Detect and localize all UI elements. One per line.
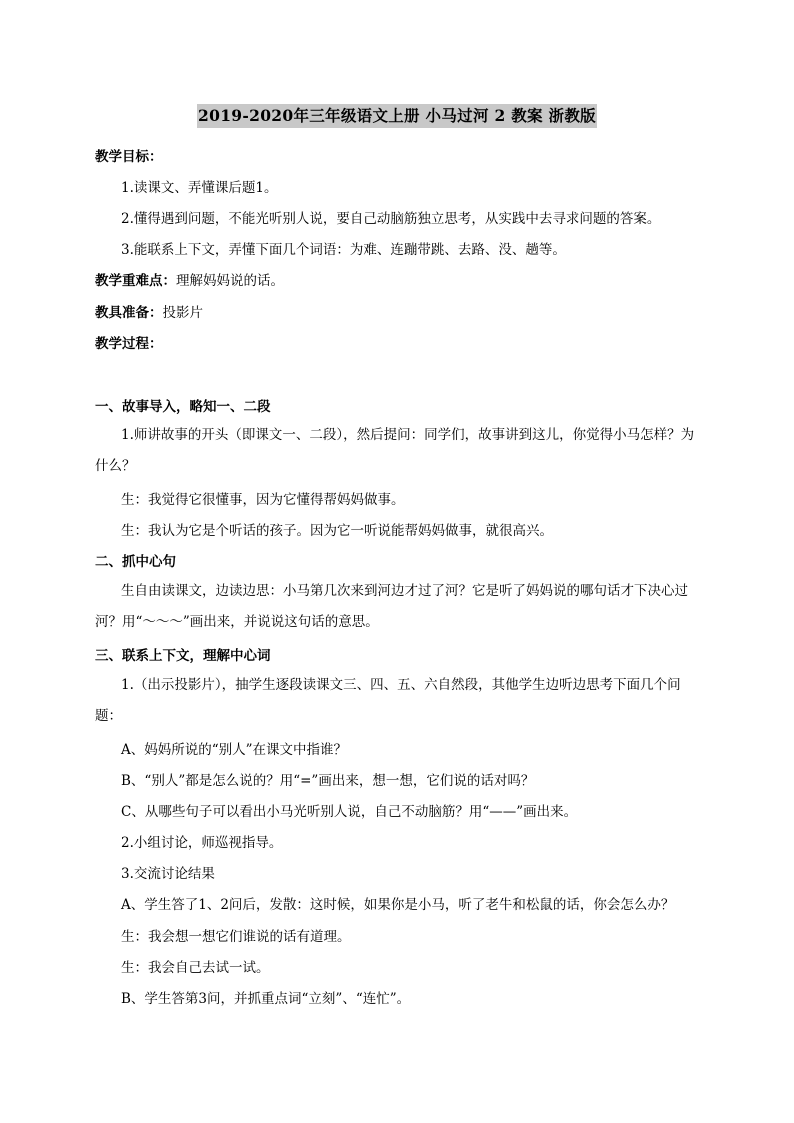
document-title: 2019-2020年三年级语文上册 小马过河 2 教案 浙教版 (197, 104, 597, 128)
question-item: A、妈妈所说的“别人”在课文中指谁？ (121, 742, 348, 758)
step-item: 2.小组讨论，师巡视指导。 (121, 835, 283, 851)
step-item: 3.交流讨论结果 (121, 866, 215, 882)
student-answer: 生：我觉得它很懂事，因为它懂得帮妈妈做事。 (121, 492, 405, 508)
section1-paragraph: 1.师讲故事的开头（即课文一、二段），然后提问：同学们，故事讲到这儿，你觉得小马怎样？为什么？ (95, 427, 695, 474)
objective-item: 2.懂得遇到问题，不能光听别人说，要自己动脑筋独立思考，从实践中去寻求问题的答案。 (121, 211, 661, 227)
process-heading: 教学过程： (95, 336, 163, 352)
result-item: A、学生答了1、2问后，发散：这时候，如果你是小马，听了老牛和松鼠的话，你会怎么办？ (121, 897, 675, 913)
section1-heading: 一、故事导入，略知一、二段 (95, 399, 271, 415)
tools-line (95, 302, 705, 324)
tools-text: 投影片 (162, 305, 203, 321)
tools-label: 教具准备： (95, 305, 163, 321)
student-answer: 生：我会想一想它们谁说的话有道理。 (121, 929, 351, 945)
keypoint-text: 理解妈妈说的话。 (176, 273, 284, 289)
section2-paragraph: 生自由读课文，边读边思：小马第几次来到河边才过了河？它是听了妈妈说的哪句话才下决心过河？用“～～～”画出来，并说说这句话的意思。 (95, 583, 688, 630)
section2-heading: 二、抓中心句 (95, 554, 176, 570)
keypoint-label: 教学重难点： (95, 273, 176, 289)
keypoint-line (95, 270, 705, 292)
objective-item: 3.能联系上下文，弄懂下面几个词语：为难、连蹦带跳、去路、没、趟等。 (121, 242, 566, 258)
section3-paragraph: 1.（出示投影片），抽学生逐段读课文三、四、五、六自然段，其他学生边听边思考下面几个问题： (95, 677, 681, 724)
question-item: B、“别人”都是怎么说的？用“=”画出来，想一想，它们说的话对吗？ (121, 773, 535, 789)
section3-heading: 三、联系上下文，理解中心词 (95, 648, 271, 664)
student-answer: 生：我会自己去试一试。 (121, 960, 270, 976)
title-wrap (0, 104, 794, 128)
student-answer: 生：我认为它是个听话的孩子。因为它一听说能帮妈妈做事，就很高兴。 (121, 523, 553, 539)
question-item: C、从哪些句子可以看出小马光听别人说，自己不动脑筋？用“——”画出来。 (121, 804, 578, 820)
result-item: B、学生答第3问，并抓重点词“立刻”、“连忙”。 (121, 991, 411, 1007)
objective-item: 1.读课文、弄懂课后题1。 (121, 180, 278, 196)
objectives-heading: 教学目标： (95, 149, 163, 165)
